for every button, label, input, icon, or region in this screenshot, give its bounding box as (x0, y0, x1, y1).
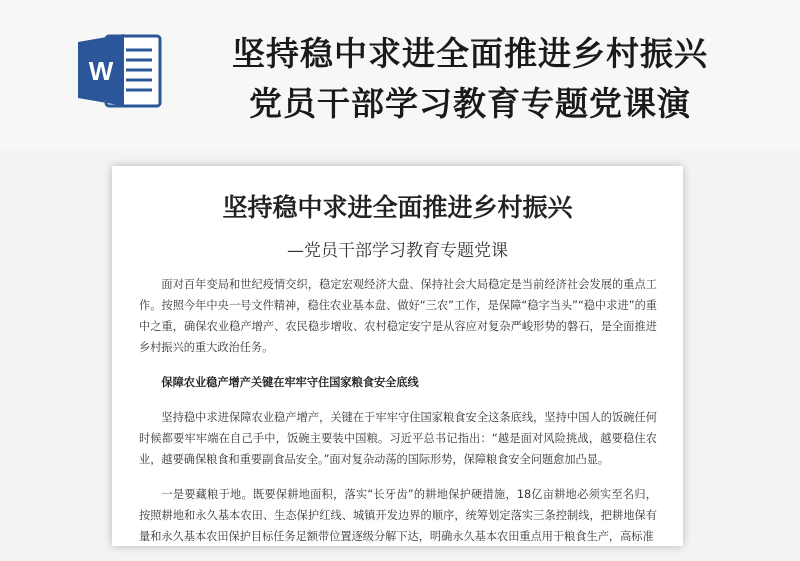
paragraph: 坚持稳中求进保障农业稳产增产，关键在于牢牢守住国家粮食安全这条底线，坚持中国人的饭碗任何时候都要牢牢端在自己手中，饭碗主要装中国粮。习近平总书记指出：“越是面对风险挑战，越要稳住农业，越要确保粮食和重要副食品安全。”面对复杂动荡的国际形势，保障粮食安全问题愈加凸显。 (139, 411, 657, 466)
svg-text:W: W (88, 56, 114, 86)
paragraph: 面对百年变局和世纪疫情交织，稳定宏观经济大盘、保持社会大局稳定是当前经济社会发展的重点工作。按照今年中央一号文件精神，稳住农业基本盘、做好“三农”工作，是保障“稳字当头”“稳中求进”的重中之重，确保农业稳产增产、农民稳步增收、农村稳定安宁是从容应对复杂严峻形势的磐石，是全面推进乡村振兴的重大政治任务。 (139, 278, 657, 354)
section-heading: 保障农业稳产增产关键在牢牢守住国家粮食安全底线 (161, 376, 419, 389)
paragraph: 一是要藏粮于地。既要保耕地面积，落实“长牙齿”的耕地保护硬措施，18亿亩耕地必须实至名归，按照耕地和永久基本农田、生态保护红线、城镇开发边界的顺序，统筹划定落实三条控制线，把耕地保有量和永久基本农田保护目标任务足额带位置逐级分解下达，明确永久基本农田重点用于粮食生产，高标准 (139, 488, 657, 543)
document-page (112, 166, 683, 546)
document-subtitle: —党员干部学习教育专题党课 (287, 241, 508, 261)
word-document-icon (76, 30, 164, 110)
document-body (139, 274, 657, 561)
document-title: 坚持稳中求进全面推进乡村振兴 (222, 193, 573, 222)
header-title-line2: 党员干部学习教育专题党课演 (249, 84, 691, 123)
header-banner (0, 0, 800, 150)
header-title-line1: 坚持稳中求进全面推进乡村振兴 (232, 34, 708, 73)
